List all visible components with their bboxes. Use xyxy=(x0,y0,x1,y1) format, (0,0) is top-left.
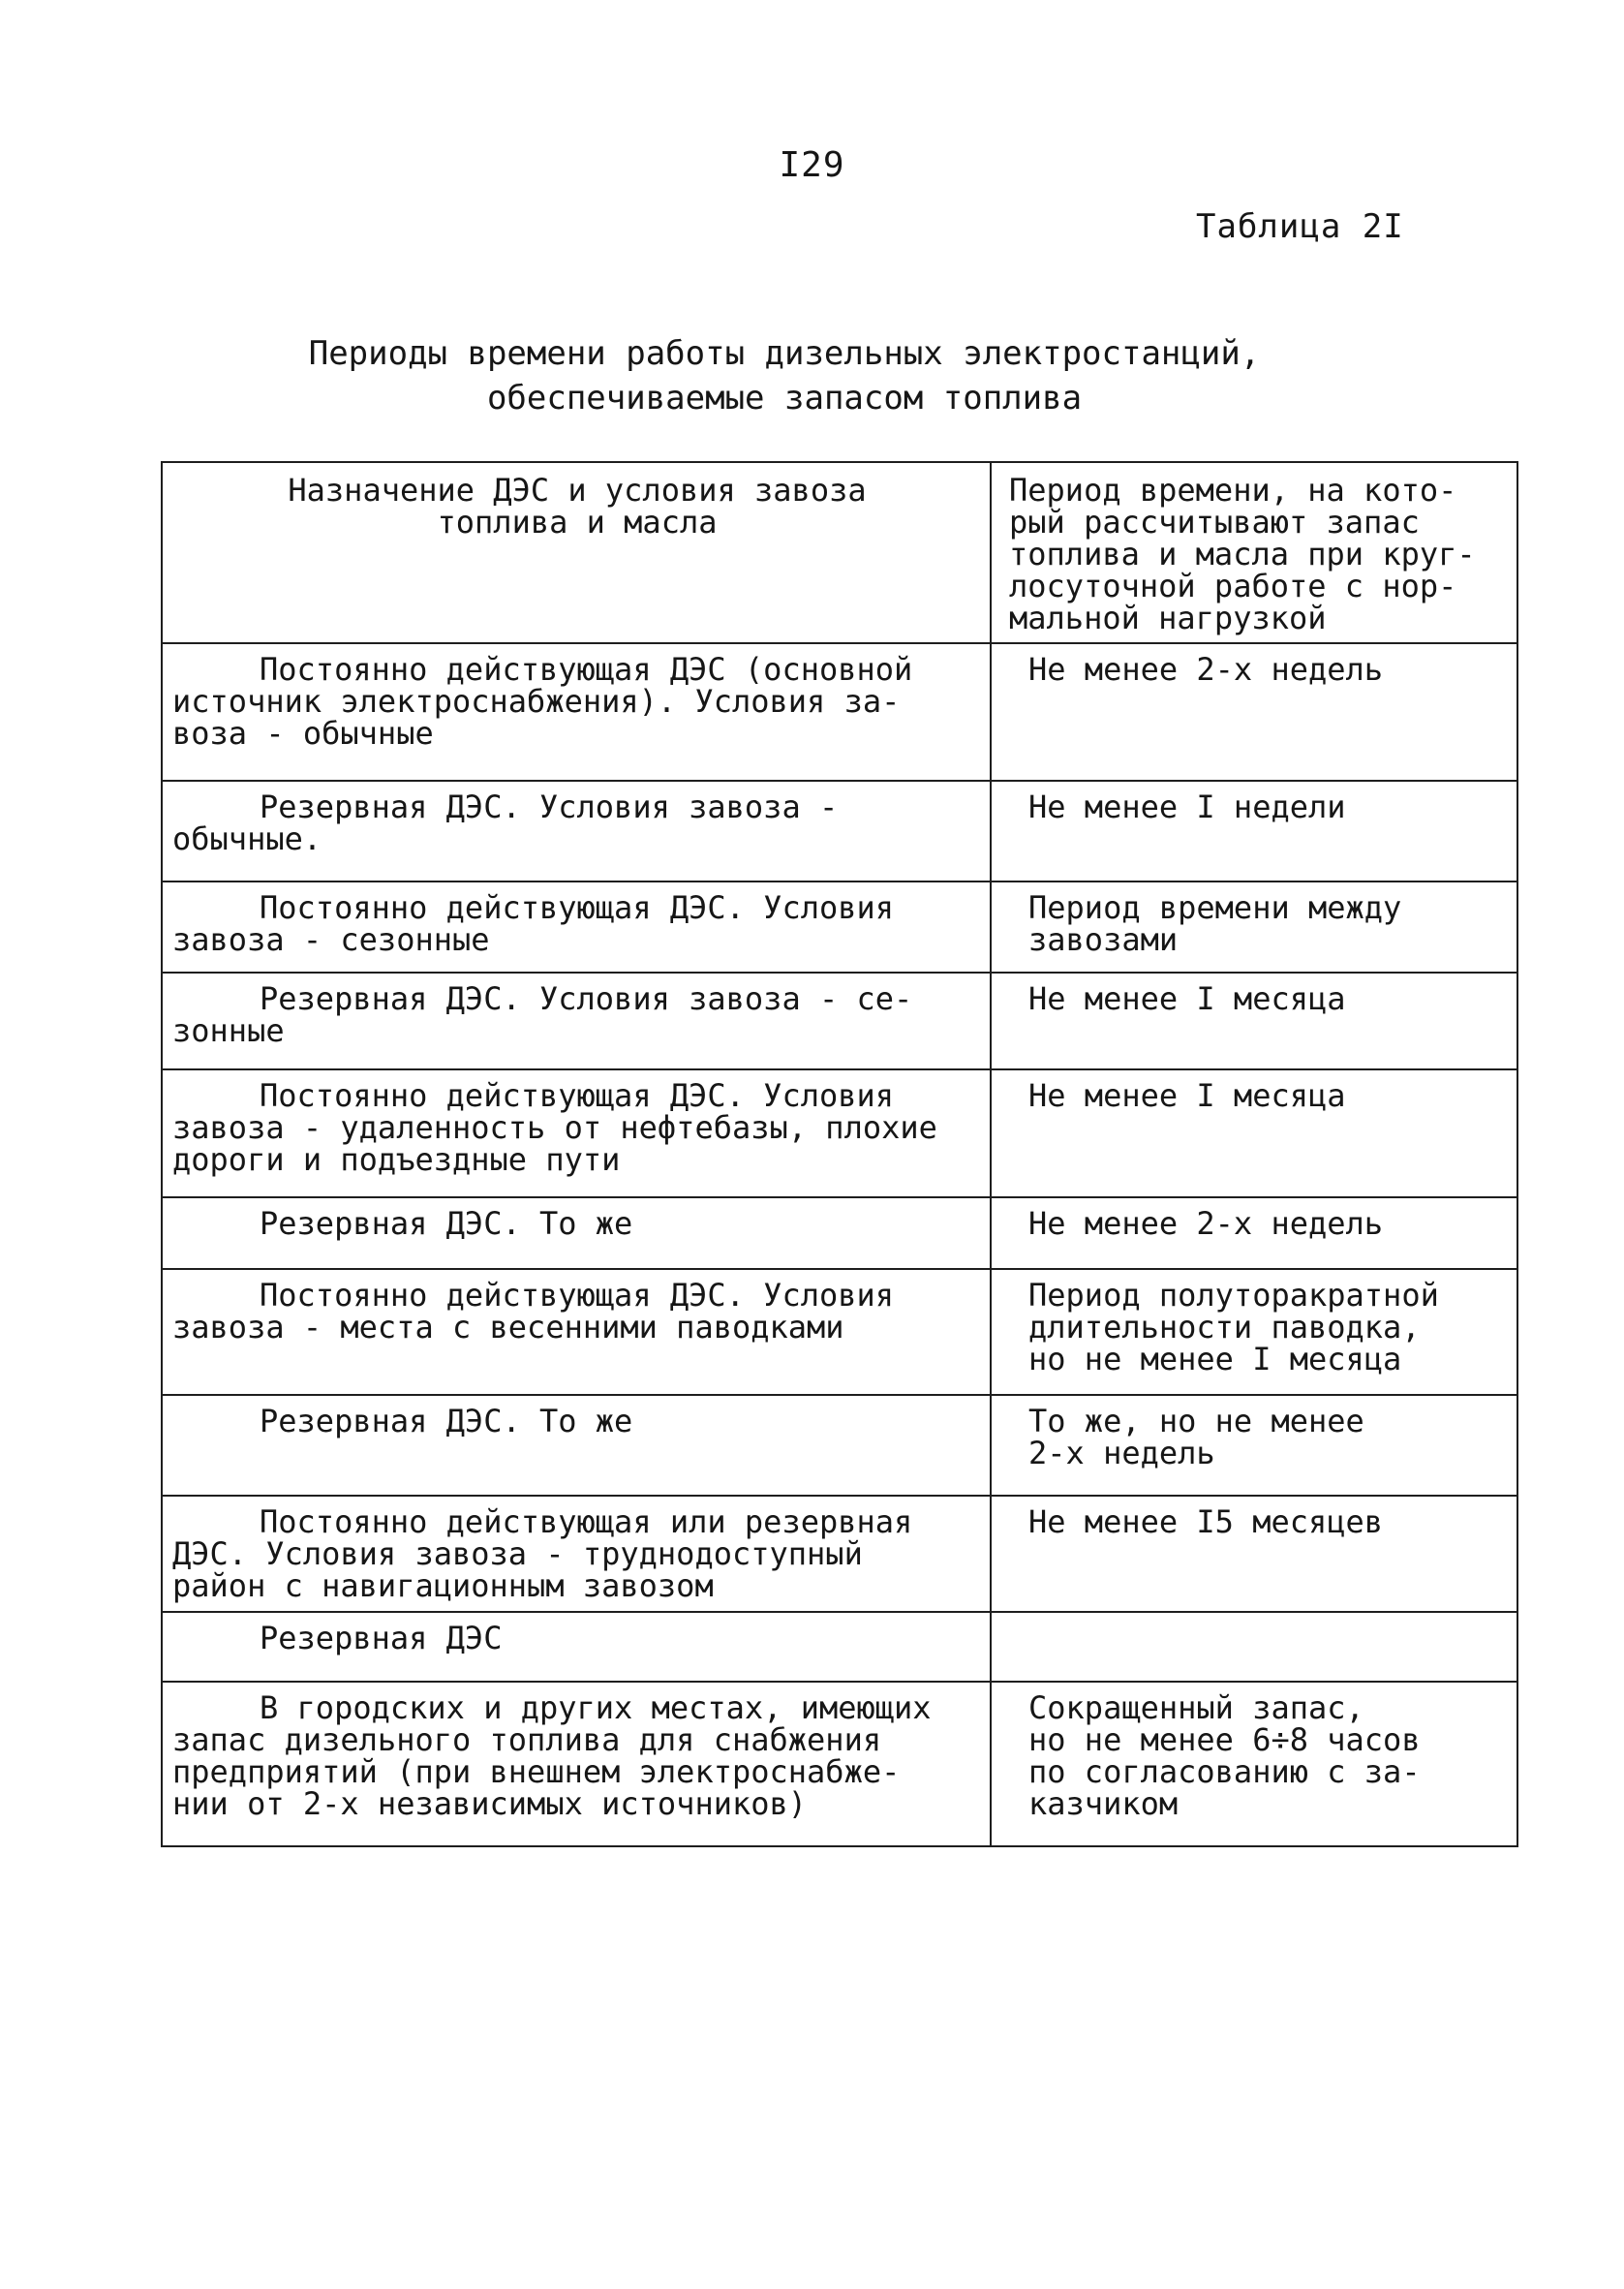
table-title-line-1: Периоды времени работы дизельных электростанций, xyxy=(308,334,1261,373)
header-purpose: Назначение ДЭС и условия завоза топлива и масла xyxy=(162,462,991,643)
condition-cell: Резервная ДЭС xyxy=(162,1612,991,1682)
table-title-line-2: обеспечиваемые запасом топлива xyxy=(486,379,1083,418)
table-title xyxy=(194,331,1375,420)
period-cell: Не менее 2-х недель xyxy=(991,1197,1517,1269)
table-row xyxy=(162,973,1517,1069)
period-cell xyxy=(991,1612,1517,1682)
table-row xyxy=(162,1682,1517,1846)
condition-cell: Резервная ДЭС. То же xyxy=(162,1395,991,1496)
table-row xyxy=(162,643,1517,781)
page-number: I29 xyxy=(779,145,845,185)
period-cell: Сокращенный запас, но не менее 6÷8 часов по согласованию с за- казчиком xyxy=(991,1682,1517,1846)
period-cell: Период полуторакратной длительности паводка, но не менее I месяца xyxy=(991,1269,1517,1395)
period-cell: Не менее I месяца xyxy=(991,973,1517,1069)
table-label: Таблица 2I xyxy=(1196,207,1404,246)
condition-cell: Постоянно действующая ДЭС. Условия завоза - сезонные xyxy=(162,882,991,973)
period-cell: Не менее I недели xyxy=(991,781,1517,882)
period-cell: То же, но не менее 2-х недель xyxy=(991,1395,1517,1496)
period-cell: Не менее 2-х недель xyxy=(991,643,1517,781)
fuel-reserve-table xyxy=(161,461,1518,1847)
header-period: Период времени, на кото- рый рассчитывают запас топлива и масла при круг- лосуточной работе с нор- мальной нагрузкой xyxy=(991,462,1517,643)
table-row xyxy=(162,1612,1517,1682)
condition-cell: В городских и других местах, имеющих запас дизельного топлива для снабжения предприятий (при внешнем электроснабже- нии от 2-х независимых источников) xyxy=(162,1682,991,1846)
table-row xyxy=(162,882,1517,973)
table-row xyxy=(162,781,1517,882)
condition-cell: Постоянно действующая ДЭС (основной источник электроснабжения). Условия за- воза - обычные xyxy=(162,643,991,781)
table-row xyxy=(162,1395,1517,1496)
table-row xyxy=(162,1069,1517,1197)
condition-cell: Резервная ДЭС. Условия завоза - се- зонные xyxy=(162,973,991,1069)
condition-cell: Резервная ДЭС. Условия завоза - обычные. xyxy=(162,781,991,882)
condition-cell: Постоянно действующая ДЭС. Условия завоза - места с весенними паводками xyxy=(162,1269,991,1395)
table-row xyxy=(162,1496,1517,1612)
condition-cell: Постоянно действующая или резервная ДЭС. Условия завоза - труднодоступный район с навигационным завозом xyxy=(162,1496,991,1612)
period-cell: Не менее I месяца xyxy=(991,1069,1517,1197)
table-row xyxy=(162,1197,1517,1269)
condition-cell: Постоянно действующая ДЭС. Условия завоза - удаленность от нефтебазы, плохие дороги и подъездные пути xyxy=(162,1069,991,1197)
table-row xyxy=(162,1269,1517,1395)
table-header-row xyxy=(162,462,1517,643)
condition-cell: Резервная ДЭС. То же xyxy=(162,1197,991,1269)
period-cell: Не менее I5 месяцев xyxy=(991,1496,1517,1612)
period-cell: Период времени между завозами xyxy=(991,882,1517,973)
